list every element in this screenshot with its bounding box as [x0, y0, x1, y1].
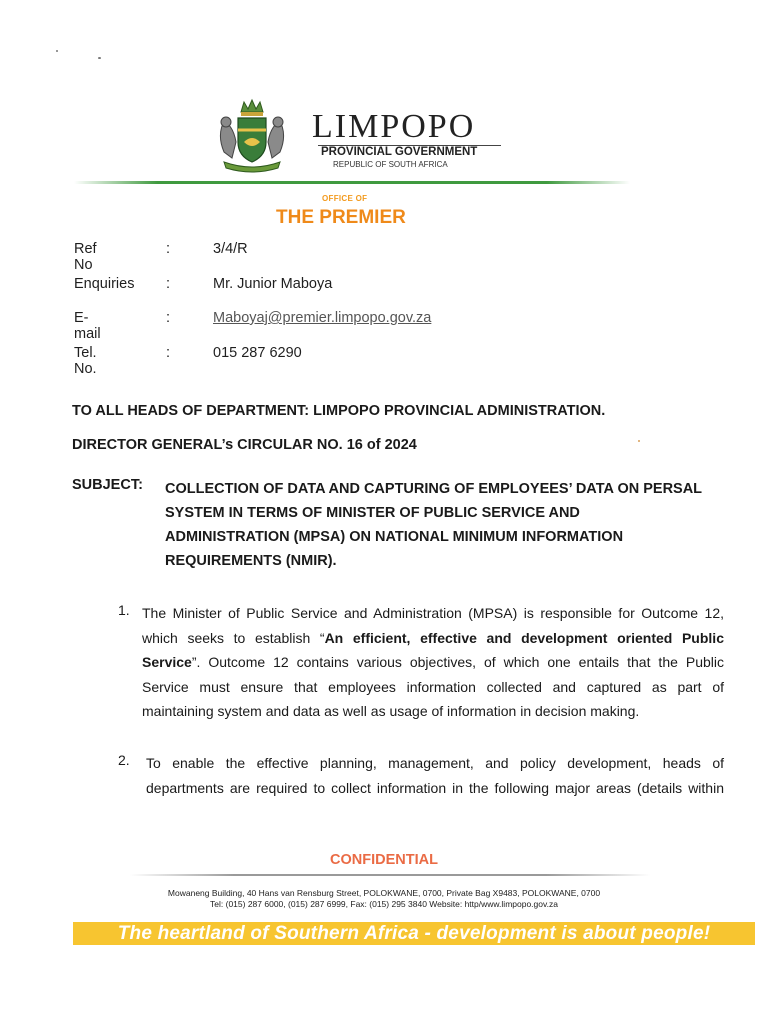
- scan-speck: [638, 440, 640, 442]
- office-name: THE PREMIER: [276, 207, 406, 228]
- meta-colon: :: [166, 345, 171, 361]
- footer-address: Mowaneng Building, 40 Hans van Rensburg Street, POLOKWANE, 0700, Private Bag X9483, POLOKWANE, 0700: [167, 888, 601, 898]
- meta-value: 015 287 6290: [213, 345, 302, 361]
- addressee: TO ALL HEADS OF DEPARTMENT: LIMPOPO PROVINCIAL ADMINISTRATION.: [72, 403, 606, 419]
- meta-label: Tel. No.: [74, 345, 97, 377]
- header-subtitle: PROVINCIAL GOVERNMENT: [321, 146, 478, 158]
- paragraph-number: 2.: [118, 752, 130, 768]
- paragraph-2: [146, 751, 724, 800]
- paragraph-text: The Minister of Public Service and Administration (MPSA) is responsible for Outcome 12, which seeks to establish “: [142, 605, 724, 646]
- paragraph-bold-text: An efficient, effective and development oriented Public Service: [142, 629, 724, 670]
- footer-contact: Tel: (015) 287 6000, (015) 287 6999, Fax: (015) 295 3840 Website: http/www.limpopo.gov.za: [210, 899, 558, 909]
- confidential-label: CONFIDENTIAL: [330, 852, 438, 868]
- header-title: LIMPOPO: [312, 108, 476, 145]
- meta-label: E-mail: [74, 310, 101, 342]
- slogan-banner: [73, 922, 755, 945]
- header-country: REPUBLIC OF SOUTH AFRICA: [333, 160, 448, 169]
- scan-speck: [98, 57, 101, 59]
- paragraph-text: ”. Outcome 12 contains various objectives, of which one entails that the Public Service must ensure that employees information collected and captured as part of maintaining system and data as well as usage of information in decision making.: [142, 654, 724, 719]
- paragraph-1: [142, 601, 724, 724]
- slogan-text: The heartland of Southern Africa - development is about people!: [117, 923, 711, 944]
- meta-colon: :: [166, 241, 171, 257]
- meta-value: Mr. Junior Maboya: [213, 276, 333, 292]
- meta-colon: :: [166, 310, 171, 326]
- paragraph-number: 1.: [118, 602, 130, 618]
- circular-number: DIRECTOR GENERAL’s CIRCULAR NO. 16 of 2024: [72, 437, 417, 453]
- email-link[interactable]: Maboyaj@premier.limpopo.gov.za: [213, 310, 432, 326]
- subject-label: SUBJECT:: [72, 477, 143, 493]
- paragraph-text: To enable the effective planning, management, and policy development, heads of departments are required to collect information in the following major areas (details within: [146, 755, 724, 796]
- footer-divider: [130, 874, 650, 876]
- meta-value: 3/4/R: [213, 241, 248, 257]
- office-of-label: OFFICE OF: [322, 194, 368, 203]
- scan-speck: [56, 50, 58, 52]
- header-divider: [74, 181, 630, 184]
- subject-text: COLLECTION OF DATA AND CAPTURING OF EMPLOYEES’ DATA ON PERSAL SYSTEM IN TERMS OF MINISTER OF PUBLIC SERVICE AND ADMINISTRATION (MPSA) ON NATIONAL MINIMUM INFORMATION REQUIREMENTS (NMIR).: [165, 481, 702, 569]
- meta-colon: :: [166, 276, 171, 292]
- meta-label: Enquiries: [74, 276, 135, 292]
- coat-of-arms-icon: [214, 98, 290, 174]
- meta-label: Ref No: [74, 241, 97, 273]
